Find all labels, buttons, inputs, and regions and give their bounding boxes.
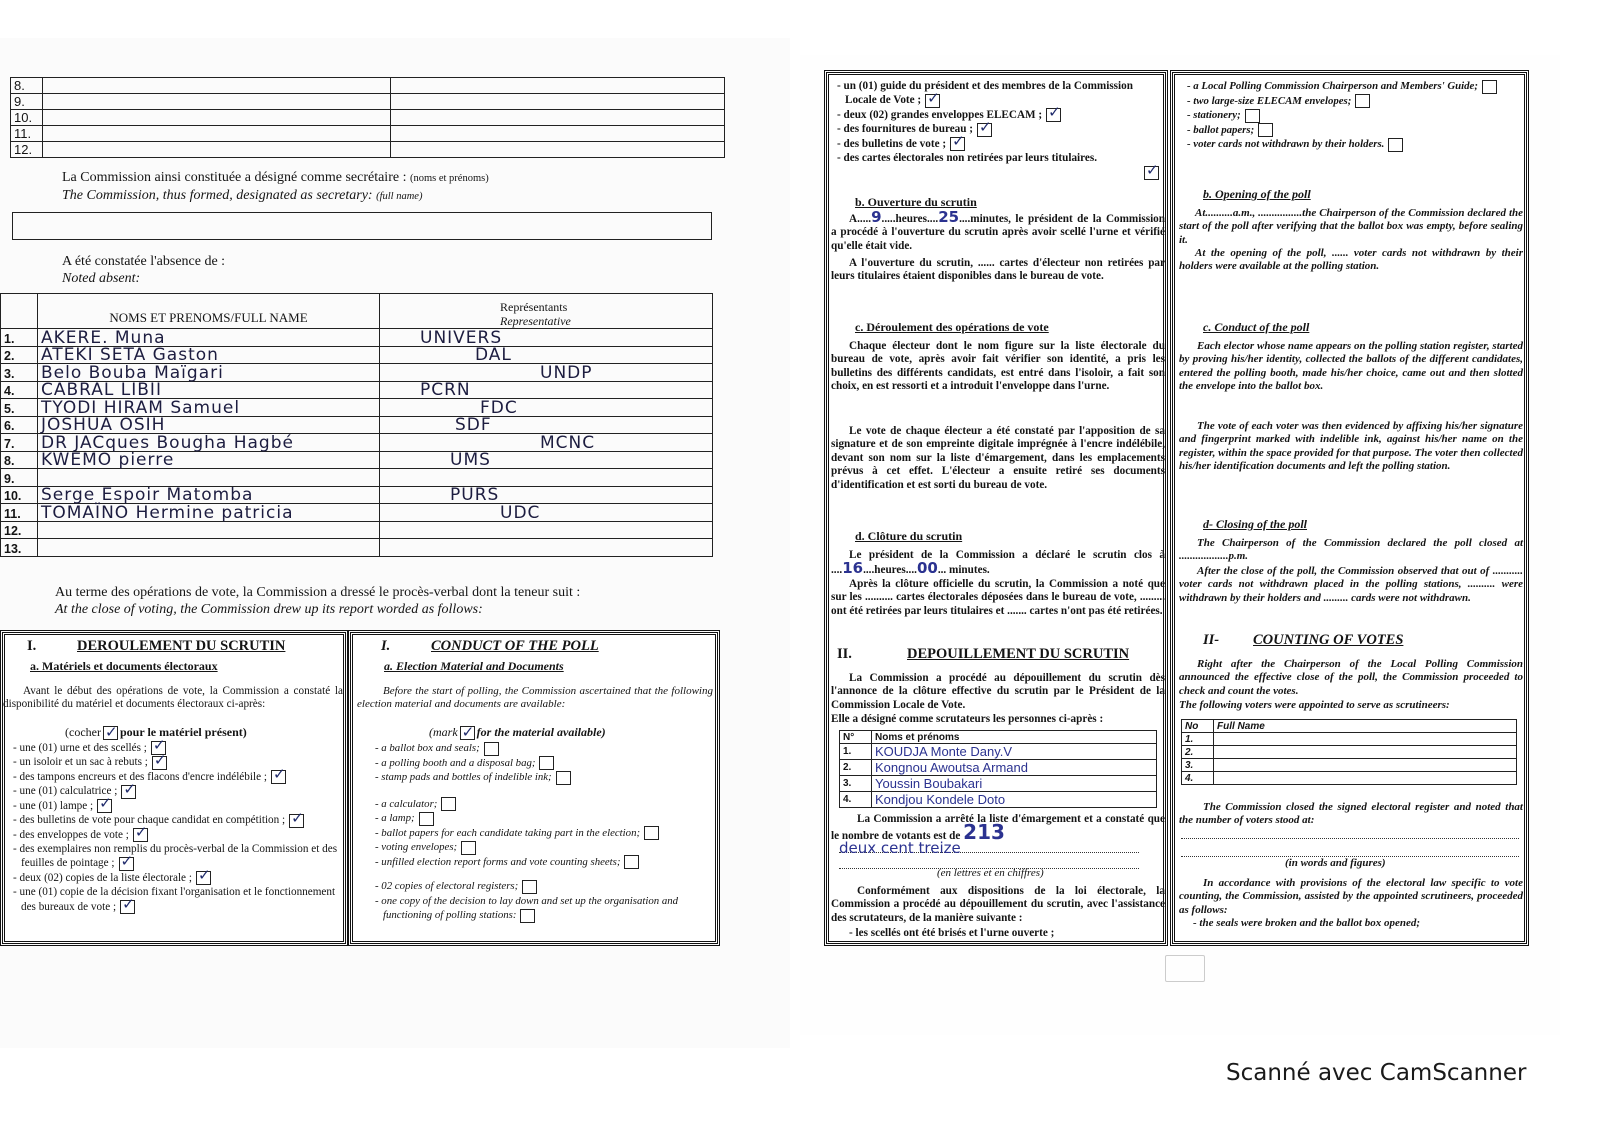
list-item: - des cartes électorales non retirées par leurs titulaires. ✓ xyxy=(837,151,1159,180)
table-row: 4. CABRAL LIBII PCRN xyxy=(1,381,713,399)
voters-count-text: The Commission closed the signed electoral register and noted that the number of voters stood at: xyxy=(1179,801,1523,827)
subsection-title: a. Election Material and Documents xyxy=(384,659,564,673)
list-item: - stamp pads and bottles of indelible ink; xyxy=(375,770,717,785)
table-row: 1. AKERE. Muna UNIVERS xyxy=(1,329,713,347)
list-item: - ballot papers for each candidate taking part in the election; xyxy=(375,826,717,841)
members-table-tail xyxy=(10,77,725,158)
section-fr-continued xyxy=(826,72,1166,944)
table-row: 8. KWEMO pierre UMS xyxy=(1,451,713,469)
closing-p1: The Chairperson of the Commission declared the poll closed at ..................p.m. xyxy=(1179,537,1523,563)
list-item: - des fournitures de bureau ;✓ xyxy=(837,122,1159,136)
conduct-p2: Le vote de chaque électeur a été constaté par l'apposition de sa signature et de son empreinte digitale imprégnée à l'encre indélébile, devant son nom sur la liste d'émargement, dans les emplacements prévus à cet effet. L'électeur a ensuite retiré ses documents d'identification et est sorti du bureau de vote. xyxy=(831,425,1165,491)
checkbox[interactable] xyxy=(461,841,476,855)
list-item: - a polling booth and a disposal bag; xyxy=(375,756,717,771)
table-row: 9. xyxy=(1,469,713,487)
absent-table xyxy=(0,293,713,557)
checkbox[interactable] xyxy=(119,857,134,871)
checkbox[interactable] xyxy=(289,814,304,828)
table-row: 10. Serge Espoir Matomba PURS xyxy=(1,486,713,504)
section-en-continued xyxy=(1172,72,1527,944)
material-list xyxy=(13,741,338,914)
absent-label: A été constatée l'absence de : Noted absent: xyxy=(62,254,226,286)
closing-text: Le président de la Commission a déclaré le scrutin clos à ....16....heures....00... minutes. xyxy=(831,549,1166,578)
material-list xyxy=(375,741,717,923)
checkbox[interactable] xyxy=(133,828,148,842)
list-item: - une (01) calculatrice ;✓ xyxy=(13,784,338,798)
list-item: - voter cards not withdrawn by their holders. xyxy=(1187,137,1522,152)
instruction: (cocher ✓ pour le matériel présent) xyxy=(65,725,247,740)
list-item: - stationery; xyxy=(1187,108,1522,123)
table-row: 7. DR JACques Bougha Hagbé MCNC xyxy=(1,434,713,452)
checkbox[interactable] xyxy=(522,880,537,894)
table-header: No Full Name xyxy=(1182,720,1517,733)
list-item: - 02 copies of electoral registers; xyxy=(375,879,717,894)
list-item: - un isoloir et un sac à rebuts ;✓ xyxy=(13,755,338,769)
checkbox-icon xyxy=(103,726,118,740)
table-row: 8. xyxy=(11,78,725,94)
table-row: 11. TOMAÏNO Hermine patricia UDC xyxy=(1,504,713,522)
checkbox[interactable] xyxy=(120,900,135,914)
voters-count-text: La Commission a arrêté la liste d'émargement et a constaté que le nombre de votants est de 213 xyxy=(831,813,1165,845)
checkbox[interactable] xyxy=(1245,109,1260,123)
intro-text: Avant le début des opérations de vote, la Commission a constaté la disponibilité du matériel et documents électoraux ci-après: xyxy=(3,685,343,711)
opening-hour[interactable]: 9 xyxy=(871,208,882,226)
checkbox[interactable] xyxy=(1388,138,1403,152)
counting-title: II. DEPOUILLEMENT DU SCRUTIN xyxy=(837,646,1130,662)
checkbox[interactable] xyxy=(950,137,965,151)
in-words-label: (en lettres et en chiffres) xyxy=(937,867,1044,879)
section-title: I. DEROULEMENT DU SCRUTIN xyxy=(27,638,286,654)
closing-minutes[interactable]: 00 xyxy=(916,559,938,578)
secretary-label: La Commission ainsi constituée a désigné comme secrétaire : (noms et prénoms) The Commission, thus formed, designated as secretary: (full name) xyxy=(62,170,489,203)
counting-p1: Right after the Chairperson of the Local Polling Commission announced the effective close of the poll, the Commission proceeded to check and count the votes. xyxy=(1179,658,1523,697)
checkbox[interactable] xyxy=(1258,123,1273,137)
closing-p2: After the close of the poll, the Commission observed that out of ........... voter cards not withdrawn placed in the polling stations, .......... were withdrawn by their holders and ......... cards were not withdrawn. xyxy=(1179,565,1523,604)
section-fr-conduct xyxy=(2,632,346,944)
checkbox[interactable] xyxy=(484,742,499,756)
page-corner-mark xyxy=(1165,955,1205,982)
subsection-title: a. Matériels et documents électoraux xyxy=(30,659,218,673)
opening-cards-text: A l'ouverture du scrutin, ...... cartes d'électeur non retirées par leurs titulaires étaient disponibles dans le bureau de vote. xyxy=(831,257,1165,283)
counting-step1: - the seals were broken and the ballot box opened; xyxy=(1193,917,1421,929)
table-row: 11. xyxy=(11,126,725,142)
conduct-p1: Chaque électeur dont le nom figure sur la liste électorale du bureau de vote, après avoir fait vérifier son identité, a pris les bulletins des différents candidats, est entré dans l'isoloir, a fait son choix, en est ressorti et a introduit l'enveloppe dans l'urne. xyxy=(831,340,1165,393)
list-item: - une (01) lampe ;✓ xyxy=(13,799,338,813)
checkbox[interactable] xyxy=(1355,94,1370,108)
scrutineers-table-en xyxy=(1181,719,1517,785)
camscanner-watermark: Scanné avec CamScanner xyxy=(1226,1060,1527,1086)
list-item: - a lamp; xyxy=(375,811,717,826)
conduct-p1: Each elector whose name appears on the polling station register, started by proving his/her identity, collected the ballots of the different candidates, entered the polling booth, made his/her choice, came out and then slotted the envelope into the ballot box. xyxy=(1179,340,1523,393)
counting-p2: Elle a désigné comme scrutateurs les personnes ci-après : xyxy=(831,713,1104,725)
checkbox[interactable] xyxy=(624,855,639,869)
checkbox[interactable] xyxy=(196,871,211,885)
closing-hour[interactable]: 16 xyxy=(842,559,864,578)
voters-figure[interactable]: 213 xyxy=(963,820,1005,845)
checkbox[interactable] xyxy=(97,799,112,813)
list-item: - ballot papers; xyxy=(1187,123,1522,138)
conduct-title: c. Déroulement des opérations de vote xyxy=(855,320,1049,334)
table-header xyxy=(1,294,713,329)
table-row: 5. TYODI HIRAM Samuel FDC xyxy=(1,399,713,417)
checkbox[interactable] xyxy=(520,909,535,923)
table-row: 4. xyxy=(1182,772,1517,785)
in-words-label: (in words and figures) xyxy=(1285,857,1386,869)
checkbox[interactable] xyxy=(1046,108,1061,122)
checkbox[interactable] xyxy=(121,785,136,799)
checkbox[interactable] xyxy=(556,771,571,785)
voters-field-line-1[interactable] xyxy=(1181,825,1519,839)
opening-title: b. Ouverture du scrutin xyxy=(855,195,977,209)
list-item: - one copy of the decision to lay down and set up the organisation and functioning of polling stations: xyxy=(375,894,679,922)
intro-text: Before the start of polling, the Commission ascertained that the following election material and documents are available: xyxy=(357,685,713,711)
table-row: 13. xyxy=(1,539,713,557)
table-row: 2. Kongnou Awoutsa Armand xyxy=(840,760,1157,776)
counting-title: II- COUNTING OF VOTES xyxy=(1203,632,1404,648)
list-item: - deux (02) grandes enveloppes ELECAM ;✓ xyxy=(837,108,1159,122)
list-item: - a ballot box and seals; xyxy=(375,741,717,756)
voters-field-line-2[interactable] xyxy=(1181,843,1519,857)
checkbox[interactable] xyxy=(1482,80,1497,94)
list-item: - deux (02) copies de la liste électorale ;✓ xyxy=(13,871,338,885)
checkbox[interactable] xyxy=(977,123,992,137)
table-row: 12. xyxy=(11,142,725,158)
header-representative: Représentants Representative xyxy=(380,294,713,329)
voters-words[interactable]: deux cent treize xyxy=(839,839,1139,853)
list-item: - unfilled election report forms and vote counting sheets; xyxy=(375,855,717,870)
checkbox[interactable] xyxy=(271,770,286,784)
table-row: 3. Belo Bouba Maïgari UNDP xyxy=(1,364,713,382)
conduct-title: c. Conduct of the poll xyxy=(1203,320,1310,334)
closing-cards-text: Après la clôture officielle du scrutin, la Commission a noté que sur les .......... cartes électorales déposées dans le bureau de vote, ......... ont été retirées par leurs titulaires et ....... cartes n'ont pas été retirées. xyxy=(831,578,1165,617)
checkbox[interactable] xyxy=(152,756,167,770)
checkbox[interactable] xyxy=(1144,166,1159,180)
checkbox[interactable] xyxy=(419,812,434,826)
table-row: 2. ATEKI SETA Gaston DAL xyxy=(1,346,713,364)
list-item: - des enveloppes de vote ;✓ xyxy=(13,828,338,842)
table-row: 10. xyxy=(11,110,725,126)
table-row: 1. xyxy=(1182,733,1517,746)
table-row: 2. xyxy=(1182,746,1517,759)
opening-text: A.....9.....heures....25....minutes, le président de la Commission a procédé à l'ouverture du scrutin après avoir scellé l'urne et vérifié qu'elle était vide. xyxy=(831,208,1165,252)
material-list-continued xyxy=(1187,79,1522,152)
header-full-name: NOMS ET PRENOMS/FULL NAME xyxy=(38,294,380,329)
material-list-continued xyxy=(837,79,1159,180)
closing-statement: Au terme des opérations de vote, la Commission a dressé le procès-verbal dont la teneur suit : At the close of voting, the Commission drew up its report worded as follows: xyxy=(55,585,581,617)
table-row: 6. JOSHUA OSIH SDF xyxy=(1,416,713,434)
list-item: - un (01) guide du président et des membres de la Commission Locale de Vote ;✓ xyxy=(837,79,1159,108)
table-row: 4. Kondjou Kondele Doto xyxy=(840,792,1157,808)
opening-p1: At..........a.m., ................the Chairperson of the Commission declared the start of the poll after verifying that the ballot box was empty, before sealing it. xyxy=(1179,207,1523,246)
opening-minutes[interactable]: 25 xyxy=(938,208,960,226)
table-row: 1. KOUDJA Monte Dany.V xyxy=(840,744,1157,760)
counting-p4: Conformément aux dispositions de la loi électorale, la Commission a procédé au dépouillement du scrutin, avec l'assistance des scrutateurs, de la manière suivante : xyxy=(831,885,1165,924)
list-item: - des bulletins de vote pour chaque candidat en compétition ;✓ xyxy=(13,813,338,827)
checkbox[interactable] xyxy=(539,756,554,770)
closing-title: d- Closing of the poll xyxy=(1203,517,1308,531)
list-item: - a calculator; xyxy=(375,797,717,812)
list-item: - des bulletins de vote ;✓ xyxy=(837,137,1159,151)
list-item: - des exemplaires non remplis du procès-verbal de la Commission et des feuilles de pointage ;✓ xyxy=(13,842,338,871)
list-item: - une (01) urne et des scellés ;✓ xyxy=(13,741,338,755)
checkbox[interactable] xyxy=(644,826,659,840)
instruction: (mark ✓ for the material available) xyxy=(429,725,606,740)
table-row: 12. xyxy=(1,521,713,539)
counting-p4: In accordance with provisions of the electoral law specific to vote counting, the Commission, assisted by the appointed scrutineers, proceeded as follows: xyxy=(1179,877,1523,916)
section-en-conduct xyxy=(350,632,718,944)
table-row: 3. xyxy=(1182,759,1517,772)
secretary-field[interactable] xyxy=(12,212,712,240)
checkbox[interactable] xyxy=(441,797,456,811)
counting-p2: The following voters were appointed to serve as scrutineers: xyxy=(1179,699,1450,711)
scrutineers-table-fr xyxy=(839,730,1157,808)
checkbox-icon xyxy=(460,726,475,740)
checkbox[interactable] xyxy=(925,94,940,108)
list-item: - voting envelopes; xyxy=(375,840,717,855)
opening-p2: At the opening of the poll, ...... voter cards not withdrawn by their holders were available at the polling station. xyxy=(1179,247,1523,273)
section-title: I. CONDUCT OF THE POLL xyxy=(381,638,599,654)
list-item: - two large-size ELECAM envelopes; xyxy=(1187,94,1522,109)
list-item: - des tampons encreurs et des flacons d'encre indélébile ;✓ xyxy=(13,770,338,784)
table-row: 3. Youssin Boubakari xyxy=(840,776,1157,792)
table-header: N° Noms et prénoms xyxy=(840,731,1157,744)
closing-title: d. Clôture du scrutin xyxy=(855,529,963,543)
table-row: 9. xyxy=(11,94,725,110)
counting-step1: - les scellés ont été brisés et l'urne ouverte ; xyxy=(849,927,1055,939)
opening-title: b. Opening of the poll xyxy=(1203,187,1311,201)
list-item: - a Local Polling Commission Chairperson and Members' Guide; xyxy=(1187,79,1522,94)
list-item: - une (01) copie de la décision fixant l'organisation et le fonctionnement des bureaux de vote ;✓ xyxy=(13,885,338,914)
counting-p1: La Commission a procédé au dépouillement du scrutin dès l'annonce de la clôture effective du scrutin par le Président de la Commission Locale de Vote. xyxy=(831,672,1165,711)
conduct-p2: The vote of each voter was then evidenced by affixing his/her signature and fingerprint marked with indelible ink, against his/her name on the register, within the space provided for that purpose. The voter then collected his/her identification documents and left the polling station. xyxy=(1179,420,1523,473)
